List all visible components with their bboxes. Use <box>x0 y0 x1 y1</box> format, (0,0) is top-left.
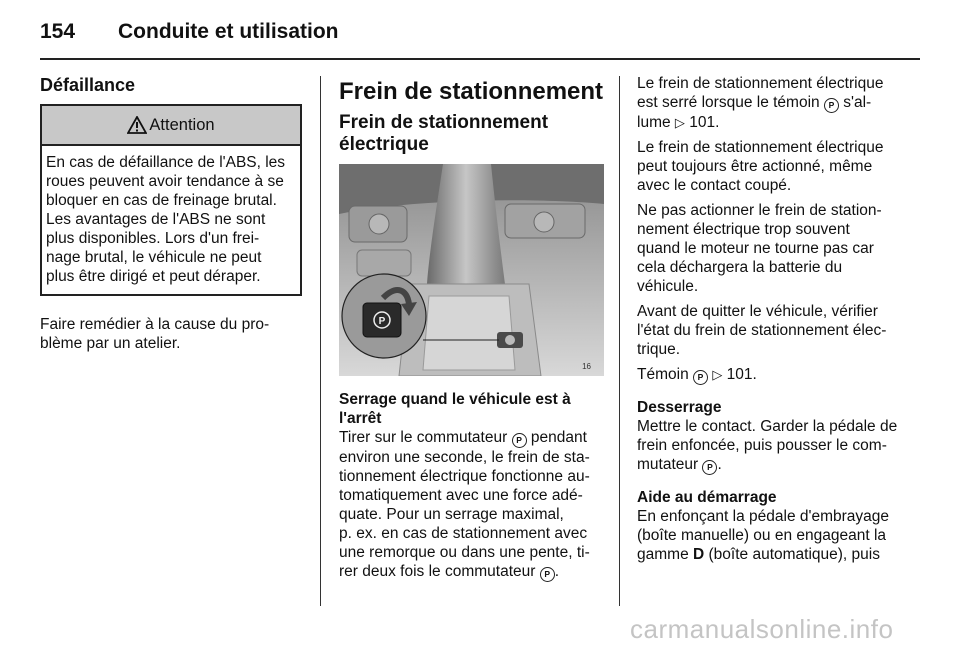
column-divider-1 <box>320 76 321 606</box>
parking-brake-illustration <box>339 164 604 376</box>
column-divider-2 <box>619 76 620 606</box>
figure-code: 16 <box>582 362 591 371</box>
column-1 <box>40 74 302 353</box>
paragraph-frein-serre: Le frein de stationnement électrique est serré lorsque le témoin P s'al- lume ▷ 101. <box>637 75 884 131</box>
page-header <box>40 16 920 56</box>
page-number: 154 <box>40 20 76 43</box>
parking-brake-symbol-icon: P <box>693 370 708 385</box>
parking-brake-symbol-icon: P <box>512 433 527 448</box>
page-reference-arrow-icon: ▷ <box>674 115 685 130</box>
parking-brake-symbol-icon: P <box>702 460 717 475</box>
paragraph-faire-remedier: Faire remédier à la cause du pro- blème par un atelier. <box>40 316 270 352</box>
parking-brake-symbol-icon: P <box>824 98 839 113</box>
page-reference-arrow-icon: ▷ <box>712 367 723 382</box>
subhead-desserrage: Desserrage <box>637 399 722 416</box>
subheading-frein-electrique: Frein de stationnement électrique <box>339 112 549 155</box>
header-rule <box>40 58 920 60</box>
chapter-title: Conduite et utilisation <box>118 20 339 43</box>
warning-header <box>42 106 300 146</box>
paragraph-serrage: Tirer sur le commutateur P pendant environ une seconde, le frein de sta- tionnement électrique fonctionne au- tomatiquement avec une force adé- quate. Pour un serrage maximal, p. ex. en cas de stationnement avec une remorque ou dans une pente, ti- rer deux fois le commutateur P . <box>339 429 590 580</box>
subhead-aide-demarrage: Aide au démarrage <box>637 489 777 506</box>
subhead-serrage: Serrage quand le véhicule est à l'arrêt <box>339 391 571 427</box>
warning-body <box>42 146 300 294</box>
paragraph-verifier: Avant de quitter le véhicule, vérifier l'état du frein de stationnement élec- trique. <box>637 303 887 358</box>
paragraph-desserrage: Mettre le contact. Garder la pédale de frein enfoncée, puis pousser le com- mutateur P . <box>637 418 898 473</box>
section-title-defaillance: Défaillance <box>40 75 136 95</box>
warning-box <box>40 104 302 296</box>
heading-frein-de-stationnement: Frein de stationnement <box>339 78 604 105</box>
parking-brake-symbol-icon: P <box>540 567 555 582</box>
column-2 <box>339 74 604 582</box>
console-drawing <box>339 164 604 376</box>
column-3 <box>637 74 907 564</box>
svg-text:P: P <box>378 316 386 327</box>
warning-title: Attention <box>149 115 215 134</box>
warning-triangle-icon <box>127 116 147 134</box>
paragraph-aide-demarrage: En enfonçant la pédale d'embrayage (boîte manuelle) ou en engageant la gamme D (boîte automatique), puis <box>637 508 890 563</box>
paragraph-contact-coupe: Le frein de stationnement électrique peut toujours être actionné, même avec le contact coupé. <box>637 139 884 194</box>
watermark: carmanualsonline.info <box>630 614 894 644</box>
paragraph-batterie: Ne pas actionner le frein de station- nement électrique trop souvent quand le moteur ne tourne pas car cela déchargera la batterie du véhicule. <box>637 202 882 295</box>
paragraph-temoin: Témoin P ▷ 101. <box>637 366 757 383</box>
warning-text: En cas de défaillance de l'ABS, les roues peuvent avoir tendance à se bloquer en cas de freinage brutal. Les avantages de l'ABS ne sont plus disponibles. Lors d'un frei- nage brutal, le véhicule ne peut plus être dirigé et peut déraper. <box>46 154 286 285</box>
